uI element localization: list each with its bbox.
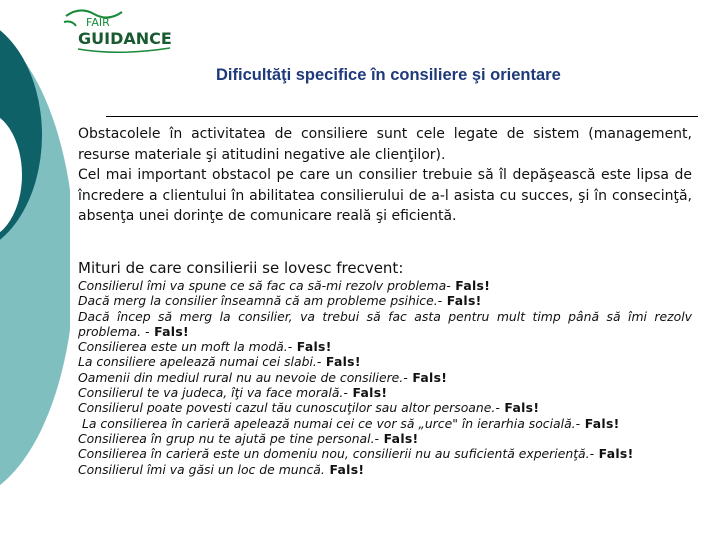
false-verdict: Fals!: [499, 400, 540, 416]
myth-item: La consilierea în carieră apelează numai cei ce vor să „urce" în ierarhia socială.- Fals!: [82, 415, 620, 431]
false-verdict: Fals!: [450, 278, 491, 293]
myth-item: Consilierea în carieră este un domeniu nou, consilierii nu au suficientă experienţă.- Fals!: [78, 446, 634, 462]
myth-item: Dacă merg la consilier înseamnă că am probleme psihice.- Fals!: [78, 293, 482, 309]
decorative-side-shapes: [0, 0, 70, 540]
svg-text:GUIDANCE: GUIDANCE: [78, 29, 172, 48]
myth-item: Oamenii din mediul rural nu au nevoie de consiliere.- Fals!: [78, 369, 448, 385]
intro-text: [78, 124, 692, 227]
title-divider: [106, 116, 698, 117]
false-verdict: Fals!: [379, 430, 419, 446]
myth-item: Dacă încep să merg la consilier, va trebui să fac asta pentru mult timp până să îmi rezolv problema. - Fals!: [78, 308, 692, 339]
svg-text:FAIR: FAIR: [86, 16, 110, 29]
myth-item: Consilierul te va judeca, îţi va face morală.- Fals!: [78, 385, 388, 401]
intro-paragraph-obstacles: Obstacolele în activitatea de consiliere sunt cele legate de sistem (management, resurse materiale şi atitudini negative ale clienţilor).: [78, 126, 692, 163]
myth-item: Consilierul poate povesti cazul tău cunoscuţilor sau altor persoane.- Fals!: [78, 400, 540, 416]
page-title: Dificultăţi specifice în consiliere şi orientare: [216, 66, 561, 84]
false-verdict: Fals!: [292, 339, 332, 355]
myth-item: Consilierul îmi va spune ce să fac ca să-mi rezolv problema- Fals!: [78, 278, 491, 293]
false-verdict: Fals!: [321, 354, 361, 370]
myth-item: La consiliere apelează numai cei slabi.- Fals!: [78, 354, 361, 370]
myths-list: [78, 278, 692, 477]
myth-item: Consilierul îmi va găsi un loc de muncă. Fals!: [78, 461, 365, 477]
myth-item: Consilierea este un moft la modă.- Fals!: [78, 339, 332, 355]
false-verdict: Fals!: [442, 293, 482, 309]
myth-item: Consilierea în grup nu te ajută pe tine personal.- Fals!: [78, 430, 419, 446]
intro-paragraph-trust: Cel mai important obstacol pe care un consilier trebuie să îl depăşească este lipsa de încredere a clientului în abilitatea consilierului de a-l asista cu succes, şi în consecinţă, absenţa unei dorinţe de comunicare reală şi eficientă.: [78, 167, 692, 224]
false-verdict: Fals!: [324, 461, 365, 477]
false-verdict: Fals!: [149, 323, 189, 339]
myths-heading: Mituri de care consilierii se lovesc frecvent:: [78, 259, 404, 277]
false-verdict: Fals!: [580, 415, 620, 431]
fair-guidance-logo: [58, 2, 188, 60]
false-verdict: Fals!: [407, 369, 448, 385]
false-verdict: Fals!: [347, 385, 388, 401]
false-verdict: Fals!: [594, 446, 634, 462]
